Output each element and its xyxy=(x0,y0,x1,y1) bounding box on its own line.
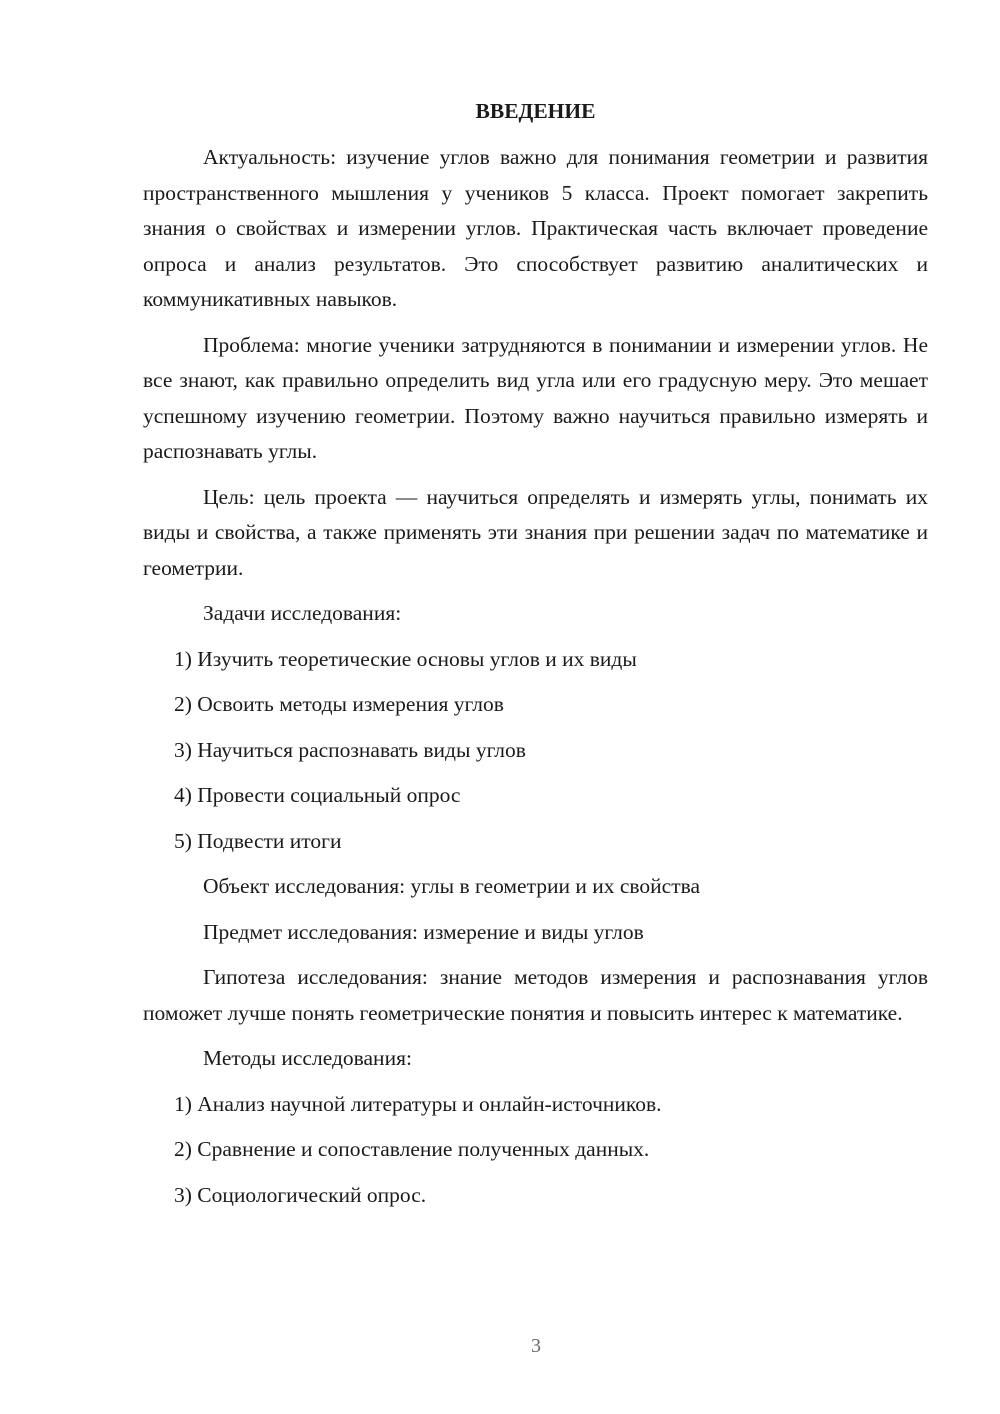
task-item: 1) Изучить теоретические основы углов и их виды xyxy=(174,646,637,671)
task-item: 5) Подвести итоги xyxy=(174,828,342,853)
page-number: 3 xyxy=(531,1335,541,1357)
problem-paragraph: Проблема: многие ученики затрудняются в понимании и измерении углов. Не все знают, как правильно определить вид угла или его градусную меру. Это мешает успешному изучению геометрии. Поэтому важно научиться правильно измерять и распознавать углы. xyxy=(143,332,928,463)
relevance-paragraph: Актуальность: изучение углов важно для понимания геометрии и развития пространственного мышления у учеников 5 класса. Проект помогает закрепить знания о свойствах и измерении углов. Практическая часть включает проведение опроса и анализ результатов. Это способствует развитию аналитических и коммуникативных навыков. xyxy=(143,145,928,311)
task-item: 2) Освоить методы измерения углов xyxy=(174,692,504,716)
page-content xyxy=(143,96,928,1223)
method-item: 2) Сравнение и сопоставление полученных данных. xyxy=(174,1137,650,1161)
tasks-heading: Задачи исследования: xyxy=(203,601,402,625)
research-subject: Предмет исследования: измерение и виды углов xyxy=(203,919,644,944)
research-object: Объект исследования: углы в геометрии и их свойства xyxy=(203,874,701,898)
method-item: 3) Социологический опрос. xyxy=(174,1182,427,1207)
task-item: 3) Научиться распознавать виды углов xyxy=(174,737,526,762)
task-item: 4) Провести социальный опрос xyxy=(174,783,461,807)
method-item: 1) Анализ научной литературы и онлайн-источников. xyxy=(174,1091,662,1116)
hypothesis-paragraph: Гипотеза исследования: знание методов измерения и распознавания углов поможет лучше понять геометрические понятия и повысить интерес к математике. xyxy=(143,965,928,1025)
section-title: ВВЕДЕНИЕ xyxy=(475,99,596,123)
methods-heading: Методы исследования: xyxy=(203,1046,412,1070)
goal-paragraph: Цель: цель проекта — научиться определять и измерять углы, понимать их виды и свойства, а также применять эти знания при решении задач по математике и геометрии. xyxy=(143,484,928,580)
